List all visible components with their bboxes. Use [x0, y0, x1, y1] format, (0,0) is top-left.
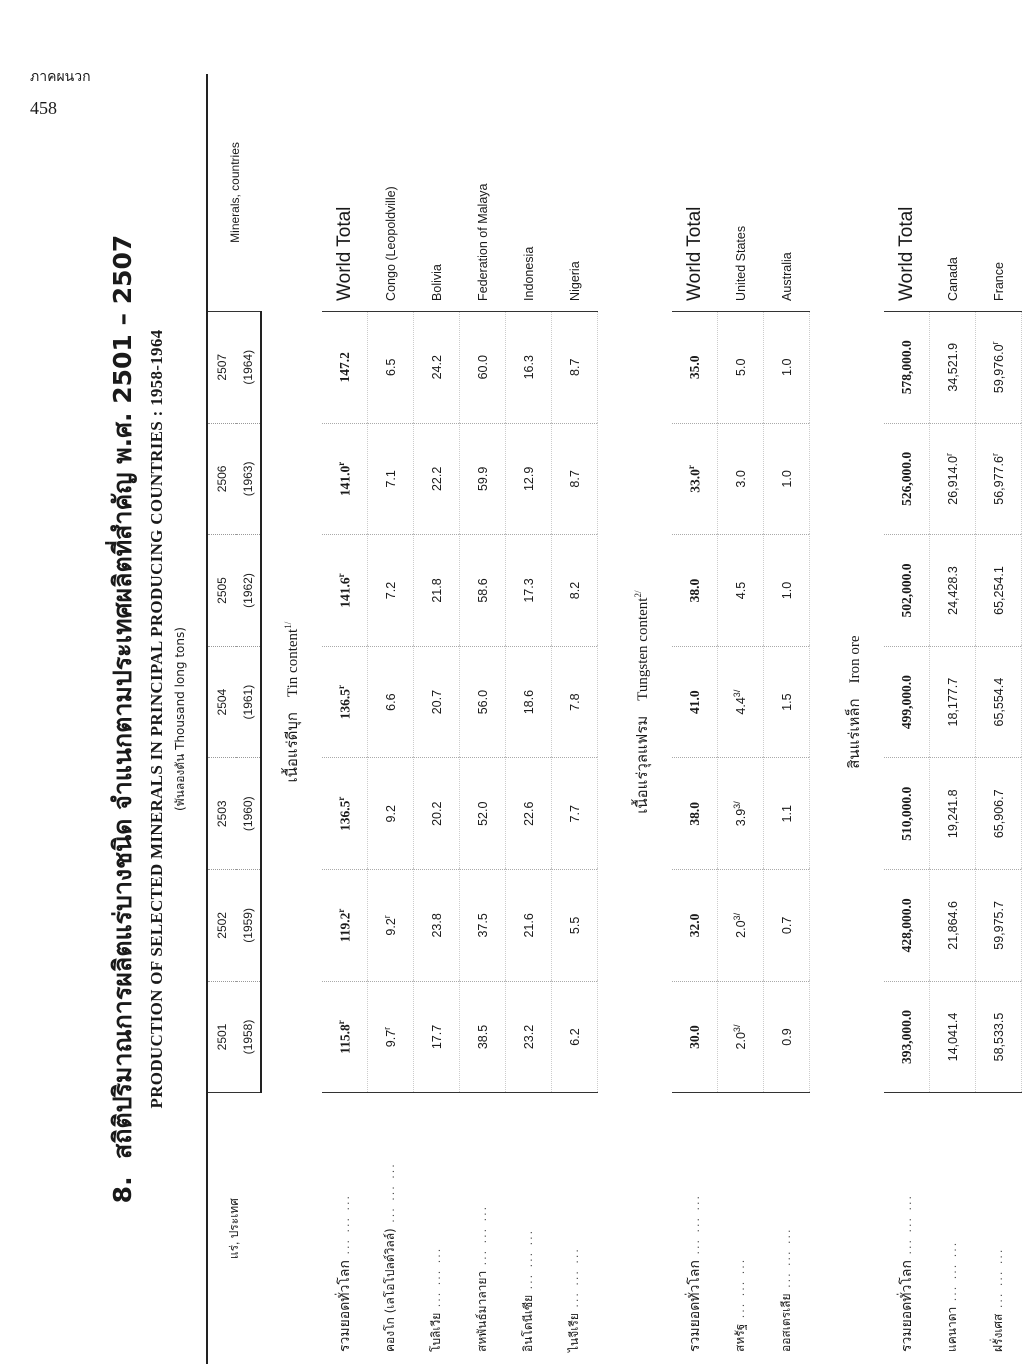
data-cell: 32.0	[672, 870, 718, 982]
row-label-thai: สหพันธ์มาลายา ... ... ...	[460, 1093, 506, 1364]
data-cell: 147.2	[322, 311, 368, 423]
section-en-blank	[261, 74, 322, 311]
row-label-thai: รวมยอดทั่วโลก ... ... ...	[672, 1093, 718, 1364]
row-label-en: Bolivia	[414, 74, 460, 311]
row-label-thai: ฝรั่งเศส ... ... ...	[976, 1093, 1022, 1364]
data-cell: 21.8	[414, 535, 460, 647]
section-row	[824, 74, 884, 1364]
data-cell: 8.7	[552, 311, 598, 423]
revised-mark: r	[335, 684, 346, 689]
row-label-en: Australia	[764, 74, 810, 311]
data-cell: 37.5	[460, 870, 506, 982]
row-label-thai: โบลิเวีย ... ... ...	[414, 1093, 460, 1364]
spacer-row	[598, 74, 613, 1364]
year-ce-header: (1960)	[236, 758, 261, 870]
data-cell: 0.9	[764, 981, 810, 1093]
data-cell: 21,864.6	[930, 870, 976, 982]
row-label-en: World Total	[884, 74, 930, 311]
data-cell: 21.6	[506, 870, 552, 982]
data-cell: 22.6	[506, 758, 552, 870]
data-cell: 136.5$^r$	[322, 646, 368, 758]
data-cell: 20.2	[414, 758, 460, 870]
section-label	[824, 311, 884, 1092]
footnote-mark: 3/	[732, 801, 743, 809]
row-label-en: Indonesia	[506, 74, 552, 311]
section-stub-blank	[824, 1093, 884, 1364]
year-be-header: 2504	[207, 646, 236, 758]
table-row	[368, 74, 414, 1364]
data-cell: 20.7	[414, 646, 460, 758]
data-cell: 502,000.0	[884, 535, 930, 647]
data-cell: 499,000.0	[884, 646, 930, 758]
table-number: 8.	[108, 1176, 137, 1204]
revised-mark: r	[990, 453, 1001, 457]
row-label-thai: ไนจีเรีย ... ... ...	[552, 1093, 598, 1364]
data-cell: 59.9	[460, 423, 506, 535]
data-cell: 393,000.0	[884, 981, 930, 1093]
row-label-en: United States	[718, 74, 764, 311]
table-row	[884, 74, 930, 1364]
en-header: Minerals, countries	[207, 74, 261, 311]
data-cell: 9.7$^r$	[368, 981, 414, 1093]
row-label-thai: คองโก (เลโอโปลด์วิลล์) ... ... ...	[368, 1093, 414, 1364]
revised-mark: r	[335, 1020, 346, 1025]
table-row	[930, 74, 976, 1364]
production-table	[206, 74, 1022, 1364]
data-cell: 23.8	[414, 870, 460, 982]
page-number: 458	[30, 98, 57, 118]
data-cell: 526,000.0	[884, 423, 930, 535]
section-en-blank	[824, 74, 884, 311]
section-row	[612, 74, 672, 1364]
data-cell: 428,000.0	[884, 870, 930, 982]
row-label-en: Federation of Malaya	[460, 74, 506, 311]
data-cell: 24,428.3	[930, 535, 976, 647]
year-be-header: 2502	[207, 870, 236, 982]
table-row	[506, 74, 552, 1364]
data-cell: 23.2	[506, 981, 552, 1093]
table-row	[414, 74, 460, 1364]
data-cell: 5.0	[718, 311, 764, 423]
section-row	[261, 74, 322, 1364]
data-cell: 56.0	[460, 646, 506, 758]
rotated-table-block	[101, 74, 1007, 1364]
data-cell: 119.2$^r$	[322, 870, 368, 982]
row-label-thai: สหรัฐ ... ... ...	[718, 1093, 764, 1364]
row-label-thai: อินโดนีเซีย ... ... ...	[506, 1093, 552, 1364]
stub-header: แร่, ประเทศ	[207, 1093, 261, 1364]
footnote-mark: 2/	[633, 590, 643, 598]
data-cell: 58.6	[460, 535, 506, 647]
data-cell: 12.9	[506, 423, 552, 535]
data-cell: 58,533.5	[976, 981, 1022, 1093]
table-title-thai	[103, 74, 143, 1364]
leader-dots: ... ... ...	[688, 1194, 702, 1261]
section-label-thai: เนื้อแร่ดีบุก	[285, 712, 301, 783]
data-cell: 6.5	[368, 311, 414, 423]
data-cell: 38.0	[672, 758, 718, 870]
data-cell: 38.5	[460, 981, 506, 1093]
data-cell: 18,177.7	[930, 646, 976, 758]
data-cell: 24.2	[414, 311, 460, 423]
leader-dots: ... ... ...	[900, 1194, 914, 1261]
unit-line: (พันลองตัน Thousand long tons)	[173, 627, 187, 811]
data-cell: 2.0$^{3/}$	[718, 870, 764, 982]
revised-mark: r	[335, 796, 346, 801]
revised-mark: r	[685, 465, 696, 470]
year-be-header: 2503	[207, 758, 236, 870]
leader-dots: ... ... ...	[384, 1162, 397, 1229]
footnote-mark: 3/	[732, 1024, 743, 1033]
leader-dots: ... ... ...	[476, 1204, 489, 1271]
section-label	[612, 311, 672, 1092]
spacer-cell	[810, 74, 825, 1364]
revised-mark: r	[944, 453, 955, 457]
data-cell: 141.6$^r$	[322, 535, 368, 647]
year-ce-header: (1964)	[236, 311, 261, 423]
section-label-en: Tin content	[285, 628, 301, 712]
year-ce-header: (1959)	[236, 870, 261, 982]
section-label-en: Iron ore	[847, 635, 863, 699]
row-label-thai: แคนาดา ... ... ...	[930, 1093, 976, 1364]
data-cell: 56,977.6$^r$	[976, 423, 1022, 535]
table-row	[718, 74, 764, 1364]
section-label-thai: สินแร่เหล็ก	[847, 698, 863, 769]
table-title-thai-text: สถิติปริมาณการผลิตแร่บางชนิด จำแนกตามประเทศผลิตที่สำคัญ พ.ศ. 2501 – 2507	[108, 234, 137, 1159]
data-cell: 7.8	[552, 646, 598, 758]
footnote-mark: 3/	[732, 689, 743, 698]
row-label-thai: รวมยอดทั่วโลก ... ... ...	[884, 1093, 930, 1364]
data-cell: 141.0$^r$	[322, 423, 368, 535]
year-ce-header: (1962)	[236, 535, 261, 647]
data-cell: 4.5	[718, 535, 764, 647]
data-cell: 17.3	[506, 535, 552, 647]
table-row	[322, 74, 368, 1364]
data-cell: 60.0	[460, 311, 506, 423]
year-be-header: 2507	[207, 311, 236, 423]
table-body	[261, 74, 1022, 1364]
year-ce-header: (1961)	[236, 646, 261, 758]
row-label-en: France	[976, 74, 1022, 311]
section-stub-blank	[612, 1093, 672, 1364]
revised-mark: r	[335, 573, 346, 578]
footnote-mark: 3/	[732, 912, 743, 921]
leader-dots: ... ... ...	[734, 1257, 747, 1324]
row-label-en: Nigeria	[552, 74, 598, 311]
data-cell: 6.6	[368, 646, 414, 758]
spacer-row	[810, 74, 825, 1364]
year-ce-header: (1958)	[236, 981, 261, 1093]
section-label-en: Tungsten content	[635, 597, 651, 716]
row-label-en: World Total	[322, 74, 368, 311]
data-cell: 7.7	[552, 758, 598, 870]
leader-dots: ... ... ...	[522, 1228, 535, 1295]
data-cell: 8.7	[552, 423, 598, 535]
revised-mark: r	[335, 908, 346, 913]
table-row	[976, 74, 1022, 1364]
leader-dots: ... ... ...	[430, 1246, 443, 1313]
data-cell: 1.5	[764, 646, 810, 758]
table-row	[764, 74, 810, 1364]
revised-mark: r	[335, 461, 346, 466]
year-be-header: 2505	[207, 535, 236, 647]
table-row	[552, 74, 598, 1364]
table-row	[460, 74, 506, 1364]
data-cell: 1.0	[764, 423, 810, 535]
data-cell: 9.2	[368, 758, 414, 870]
leader-dots: ... ... ...	[568, 1247, 581, 1314]
data-cell: 7.1	[368, 423, 414, 535]
data-cell: 22.2	[414, 423, 460, 535]
appendix-label: ภาคผนวก	[30, 69, 91, 85]
header-row-be	[207, 74, 236, 1364]
revised-mark: r	[990, 341, 1001, 345]
revised-mark: r	[382, 1026, 393, 1030]
data-cell: 38.0	[672, 535, 718, 647]
data-cell: 510,000.0	[884, 758, 930, 870]
section-stub-blank	[261, 1093, 322, 1364]
data-cell: 5.5	[552, 870, 598, 982]
data-cell: 26,914.0$^r$	[930, 423, 976, 535]
data-cell: 2.0$^{3/}$	[718, 981, 764, 1093]
data-cell: 34,521.9	[930, 311, 976, 423]
data-cell: 18.6	[506, 646, 552, 758]
data-cell: 41.0	[672, 646, 718, 758]
row-label-en: Congo (Leopoldville)	[368, 74, 414, 311]
leader-dots: ... ... ...	[780, 1227, 793, 1294]
data-cell: 1.1	[764, 758, 810, 870]
data-cell: 4.4$^{3/}$	[718, 646, 764, 758]
leader-dots: ... ... ...	[992, 1247, 1005, 1314]
row-label-thai: รวมยอดทั่วโลก ... ... ...	[322, 1093, 368, 1364]
data-cell: 3.9$^{3/}$	[718, 758, 764, 870]
row-label-thai: ออสเตรเลีย ... ... ...	[764, 1093, 810, 1364]
data-cell: 35.0	[672, 311, 718, 423]
section-label	[261, 311, 322, 1092]
leader-dots: ... ... ...	[338, 1194, 352, 1261]
data-cell: 1.0	[764, 311, 810, 423]
year-ce-header: (1963)	[236, 423, 261, 535]
row-label-en: Canada	[930, 74, 976, 311]
revised-mark: r	[382, 915, 393, 919]
data-cell: 59,976.0$^r$	[976, 311, 1022, 423]
data-cell: 65,554.4	[976, 646, 1022, 758]
data-cell: 19,241.8	[930, 758, 976, 870]
footnote-mark: 1/	[283, 621, 293, 629]
leader-dots: ... ... ...	[946, 1240, 959, 1307]
data-cell: 136.5$^r$	[322, 758, 368, 870]
section-en-blank	[612, 74, 672, 311]
data-cell: 14,041.4	[930, 981, 976, 1093]
table-row	[672, 74, 718, 1364]
data-cell: 7.2	[368, 535, 414, 647]
data-cell: 115.8$^r$	[322, 981, 368, 1093]
data-cell: 8.2	[552, 535, 598, 647]
data-cell: 9.2$^r$	[368, 870, 414, 982]
data-cell: 59,975.7	[976, 870, 1022, 982]
data-cell: 16.3	[506, 311, 552, 423]
year-be-header: 2506	[207, 423, 236, 535]
data-cell: 52.0	[460, 758, 506, 870]
data-cell: 0.7	[764, 870, 810, 982]
data-cell: 6.2	[552, 981, 598, 1093]
data-cell: 578,000.0	[884, 311, 930, 423]
data-cell: 65,254.1	[976, 535, 1022, 647]
data-cell: 65,906.7	[976, 758, 1022, 870]
spacer-cell	[598, 74, 613, 1364]
section-label-thai: เนื้อแร่วุลแฟรม	[635, 715, 651, 814]
data-cell: 30.0	[672, 981, 718, 1093]
data-cell: 17.7	[414, 981, 460, 1093]
year-be-header: 2501	[207, 981, 236, 1093]
data-cell: 33.0$^r$	[672, 423, 718, 535]
data-cell: 1.0	[764, 535, 810, 647]
row-label-en: World Total	[672, 74, 718, 311]
table-title-en: PRODUCTION OF SELECTED MINERALS IN PRINCIPAL PRODUCING COUNTRIES : 1958-1964	[147, 329, 166, 1109]
data-cell: 3.0	[718, 423, 764, 535]
